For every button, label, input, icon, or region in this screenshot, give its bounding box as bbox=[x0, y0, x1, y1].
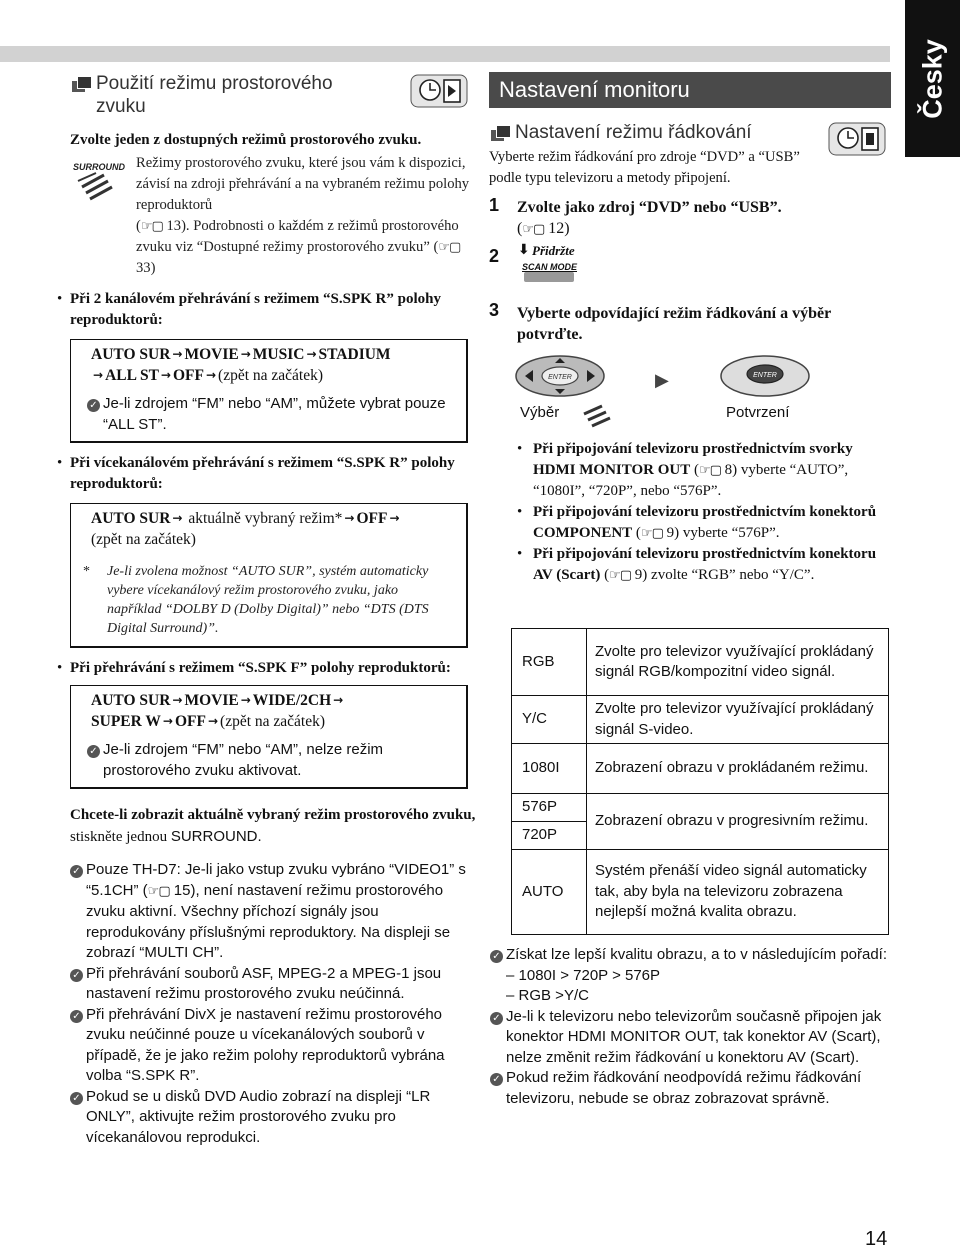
bullet-hdmi: • Při připojování televizoru prostřednictvím svorky HDMI MONITOR OUT (☞▢ 8) vyberte “AUTO”, “1080I”, “720P”, nebo “576P”. bbox=[517, 441, 853, 499]
note-icon: ✓ bbox=[490, 1073, 503, 1086]
surround-description: SURROUND Režimy prostorového zvuku, které jsou vám k dispozici, závisí na zdroji přehrávání a na vybraném režimu polohy reproduktorů (☞▢ 13). Podrobnosti o každém z režimů prostorového zvuku viz “Dostupné režimy prostorového zvuku” (☞▢ 33) bbox=[72, 155, 470, 276]
left-column bbox=[57, 72, 480, 1148]
table-row: AUTO Systém přenáší video signál automaticky tak, aby byla na televizoru zobrazena nejlepší možná kvalita obrazu. bbox=[512, 850, 889, 935]
note-item: ✓ Získat lze lepší kvalitu obrazu, a to v následujícím pořadí: – 1080I > 720P > 576P – RGB >Y/C bbox=[490, 945, 890, 1007]
note-item: ✓ Je-li k televizoru nebo televizorům současně připojen jak konektor HDMI MONITOR OUT, tak konektor AV (Scart), nelze změnit režim řádkování u konektoru AV (Scart). bbox=[490, 1007, 890, 1069]
scan-mode-table bbox=[511, 628, 889, 935]
section-title: Nastavení režimu řádkování bbox=[489, 121, 809, 144]
step-3: Vyberte odpovídající režim řádkování a výběr potvrďte. bbox=[517, 305, 831, 343]
table-row: 576P Zobrazení obrazu v progresivním režimu. bbox=[512, 794, 889, 822]
bullet-spkf: • Při přehrávání s režimem “S.SPK F” polohy reproduktorů: bbox=[57, 660, 451, 676]
step-1: Zvolte jako zdroj “DVD” nebo “USB”. (☞▢ 12) bbox=[517, 197, 877, 240]
check-mode-text: Chcete-li zobrazit aktuálně vybraný režim prostorového zvuku, stiskněte jednou SURROUND. bbox=[70, 807, 476, 845]
bullet-2ch: • Při 2 kanálovém přehrávání s režimem “S.SPK R” polohy reproduktorů: bbox=[57, 291, 441, 328]
page-number: 14 bbox=[865, 1228, 888, 1250]
bullet-multich: • Při vícekanálovém přehrávání s režimem “S.SPK R” polohy reproduktorů: bbox=[57, 455, 455, 492]
table-row: Y/C Zvolte pro televizor využívající prokládaný signál S-video. bbox=[512, 696, 889, 744]
section-icon bbox=[72, 76, 91, 92]
book-ref-icon: ☞▢ bbox=[640, 526, 663, 541]
book-ref-icon: ☞▢ bbox=[140, 219, 163, 234]
note-item: ✓ Při přehrávání DivX je nastavení režimu prostorového zvuku neúčinné pouze u vícekanálových souborů v případě, že je jako režim polohy reproduktorů vybrána volba “S.SPK R”. bbox=[70, 1005, 480, 1087]
monitor-settings-header: Nastavení monitoru bbox=[489, 72, 891, 108]
book-ref-icon: ☞▢ bbox=[698, 463, 721, 478]
note-item: ✓ Je-li zdrojem “FM” nebo “AM”, nelze režim prostorového zvuku aktivovat. bbox=[87, 740, 446, 781]
step-number: 2 bbox=[489, 246, 500, 266]
note-icon: ✓ bbox=[70, 1092, 83, 1105]
notes-list bbox=[490, 945, 890, 1109]
note-icon: ✓ bbox=[490, 950, 503, 963]
book-ref-icon: ☞▢ bbox=[438, 240, 461, 255]
bullet-scart: • Při připojování televizoru prostřednictvím konektoru AV (Scart) (☞▢ 9) zvolte “RGB” nebo “Y/C”. bbox=[533, 544, 893, 586]
table-row: RGB Zvolte pro televizor využívající prokládaný signál RGB/kompozitní video signál. bbox=[512, 629, 889, 696]
table-row: 1080I Zobrazení obrazu v prokládaném režimu. bbox=[512, 744, 889, 794]
top-gray-bar bbox=[0, 46, 890, 62]
press-icon bbox=[580, 400, 616, 428]
note-icon: ✓ bbox=[87, 745, 100, 758]
sequence-box-multich bbox=[70, 503, 468, 648]
note-item: ✓ Je-li zdrojem “FM” nebo “AM”, můžete vybrat pouze “ALL ST”. bbox=[87, 394, 446, 435]
section-title: Použití režimu prostorového zvuku bbox=[70, 72, 380, 118]
note-icon: ✓ bbox=[70, 865, 83, 878]
svg-text:SURROUND: SURROUND bbox=[72, 162, 126, 172]
book-ref-icon: ☞▢ bbox=[522, 222, 545, 237]
note-icon: ✓ bbox=[87, 399, 100, 412]
book-ref-icon: ☞▢ bbox=[147, 883, 170, 899]
step-number: 1 bbox=[489, 195, 500, 215]
intro-text: Zvolte jeden z dostupných režimů prostorového zvuku. bbox=[70, 132, 422, 148]
arrow-down-icon: ⬇ bbox=[518, 242, 530, 258]
cursor-pad-icon bbox=[513, 352, 607, 400]
book-ref-icon: ☞▢ bbox=[609, 568, 632, 583]
svg-text:ENTER: ENTER bbox=[753, 372, 777, 379]
note-item: ✓ Pokud režim řádkování neodpovídá režimu řádkování televizoru, nebude se obraz zobrazovat správně. bbox=[490, 1068, 890, 1109]
mode-sequence: AUTO SUR → MOVIE → WIDE/2CH → SUPER W → OFF → (zpět na začátek) bbox=[91, 692, 344, 730]
footnote: * Je-li zvolena možnost “AUTO SUR”, systém automaticky vybere vícekanálový režim prostorového zvuku, jako například “DOLBY D (Dolby Digital)” nebo “DTS (DTS Digital Surround)”. bbox=[83, 564, 429, 636]
enter-button-icon bbox=[718, 352, 812, 400]
mode-sequence: AUTO SUR → MOVIE → MUSIC → STADIUM → ALL ST → OFF → (zpět na začátek) bbox=[91, 346, 391, 384]
intro-text: Vyberte režim řádkování pro zdroje “DVD” a “USB” podle typu televizoru a metody připojení. bbox=[489, 149, 800, 186]
mode-sequence: AUTO SUR → aktuálně vybraný režim* → OFF → (zpět na začátek) bbox=[91, 510, 400, 548]
select-label: Výběr bbox=[520, 404, 560, 421]
section-icon bbox=[491, 125, 510, 141]
confirm-label: Potvrzení bbox=[726, 404, 790, 421]
svg-text:ENTER: ENTER bbox=[548, 374, 572, 381]
table-row: 720P bbox=[512, 822, 889, 850]
arrow-right-icon: ▶ bbox=[655, 370, 669, 391]
step-number: 3 bbox=[489, 300, 500, 320]
scan-mode-button: ⬇ Přidržte SCAN MODE bbox=[518, 242, 598, 282]
remote-only-icon bbox=[410, 74, 468, 108]
surround-button-icon bbox=[72, 159, 126, 201]
note-item: ✓ Pouze TH-D7: Je-li jako vstup zvuku vybráno “VIDEO1” s “5.1CH” (☞▢ 15), není nastavení režimu prostorového zvuku aktivní. Všechny příchozí signály jsou reprodukovány příslušnými reproduktory. Na displeji se zobrazí “MULTI CH”. bbox=[70, 860, 480, 964]
sequence-box-spkf bbox=[70, 685, 468, 789]
stop-mode-icon bbox=[828, 122, 886, 156]
description-text: Režimy prostorového zvuku, které jsou vám k dispozici, závisí na zdroji přehrávání a na vybraném režimu polohy reproduktorů bbox=[136, 155, 470, 213]
note-icon: ✓ bbox=[70, 1010, 83, 1023]
sequence-box-2ch bbox=[70, 339, 468, 443]
bullet-component: • Při připojování televizoru prostřednictvím konektorů COMPONENT (☞▢ 9) vyberte “576P”. bbox=[533, 502, 893, 544]
note-icon: ✓ bbox=[70, 969, 83, 982]
note-item: ✓ Při přehrávání souborů ASF, MPEG-2 a MPEG-1 jsou nastavení režimu prostorového zvuku neúčinná. bbox=[70, 964, 480, 1005]
note-item: ✓ Pokud se u disků DVD Audio zobrazí na displeji “LR ONLY”, aktivujte režim prostorového zvuku pro vícekanálovou reprodukci. bbox=[70, 1087, 480, 1149]
connection-bullets bbox=[517, 439, 893, 586]
note-icon: ✓ bbox=[490, 1012, 503, 1025]
notes-list bbox=[70, 860, 480, 1148]
language-tab: Česky bbox=[905, 0, 960, 157]
